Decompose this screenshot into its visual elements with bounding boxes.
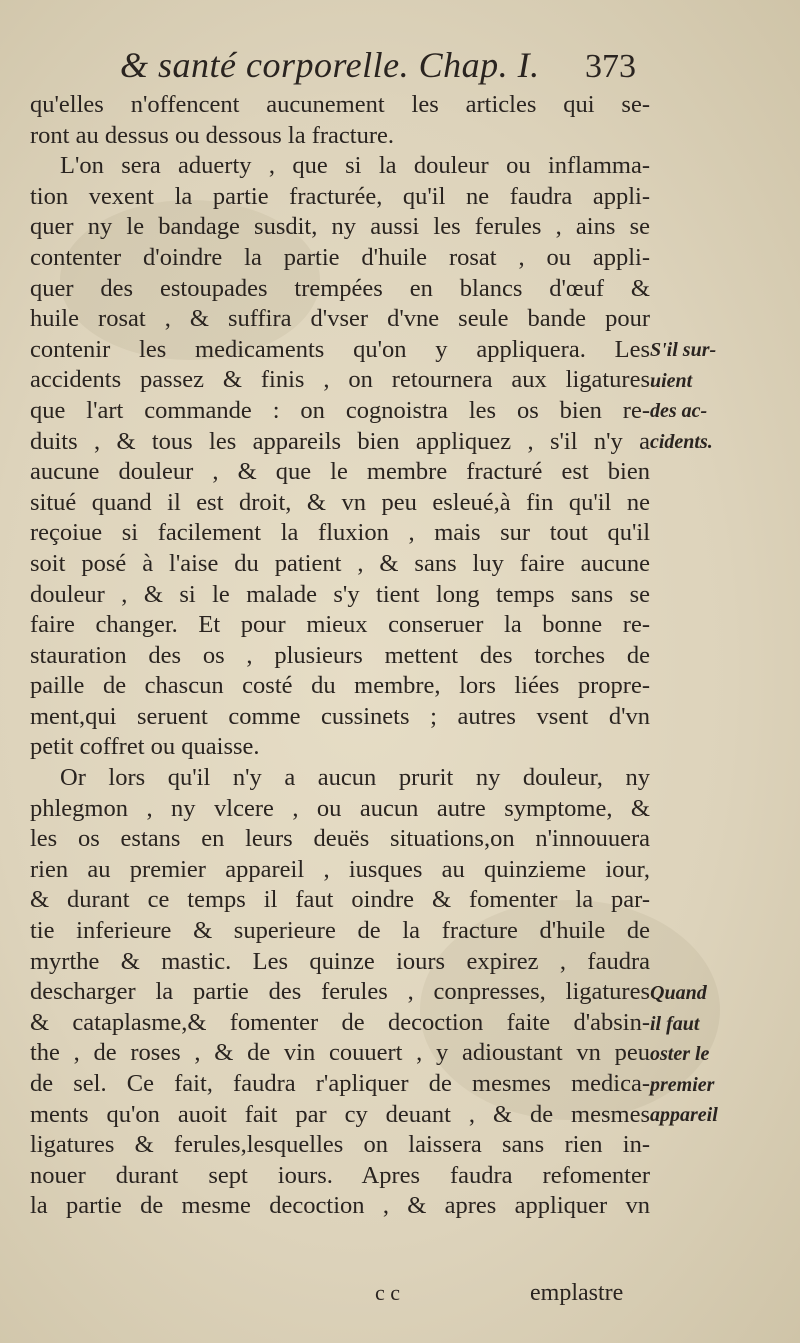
page-number: 373 — [585, 48, 636, 85]
page-header — [0, 44, 800, 94]
signature-mark: c c — [375, 1280, 401, 1305]
page-footer — [0, 1280, 800, 1320]
text-line: duits , & tous les appareils bien appliquez , s'il n'y a — [30, 427, 650, 455]
text-line: quer des estoupades trempées en blancs d'œuf & — [30, 274, 650, 302]
text-line: stauration des os , plusieurs mettent des torches de — [30, 641, 650, 669]
running-title: & santé corporelle. Chap. I. — [120, 45, 540, 85]
margin-note-line: cidents. — [650, 430, 713, 453]
text-line: huile rosat , & suffira d'vser d'vne seule bande pour — [30, 305, 650, 333]
text-line: contenter d'oindre la partie d'huile rosat , ou appli- — [30, 243, 650, 271]
margin-note-line: Quand — [650, 982, 707, 1004]
text-line: Or lors qu'il n'y a aucun prurit ny douleur, ny — [60, 764, 650, 792]
text-line: myrthe & mastic. Les quinze iours expirez , faudra — [30, 947, 650, 975]
text-line: reçoiue si facilement la fluxion , mais sur tout qu'il — [30, 519, 650, 547]
text-line: soit posé à l'aise du patient , & sans luy faire aucune — [30, 549, 650, 577]
text-line: douleur , & si le malade s'y tient long temps sans se — [30, 580, 650, 608]
body-text — [30, 90, 650, 1222]
margin-note-line: S'il sur- — [650, 339, 717, 361]
text-line: aucune douleur , & que le membre fracturé est bien — [30, 458, 650, 486]
text-line: les os estans en leurs deuës situations,on n'innouuera — [30, 825, 650, 853]
text-line: ments qu'on auoit fait par cy deuant , & de mesmes — [30, 1100, 650, 1128]
text-line: situé quand il est droit, & vn peu esleué,à fin qu'il ne — [30, 488, 650, 516]
margin-note-appareil — [650, 978, 780, 1131]
text-line: & durant ce temps il faut oindre & fomenter la par- — [30, 886, 650, 914]
text-line: ment,qui seruent comme cussinets ; autres vsent d'vn — [30, 702, 650, 730]
text-line: nouer durant sept iours. Apres faudra refomenter — [30, 1161, 650, 1189]
text-line: quer ny le bandage susdit, ny aussi les ferules , ains se — [30, 213, 650, 241]
text-line: tie inferieure & superieure de la fracture d'huile de — [30, 917, 650, 945]
text-line: tion vexent la partie fracturée, qu'il ne faudra appli- — [30, 182, 650, 210]
text-line: phlegmon , ny vlcere , ou aucun autre symptome, & — [30, 794, 650, 822]
margin-note-line: appareil — [650, 1104, 718, 1127]
text-line: qu'elles n'offencent aucunement les articles qui se- — [30, 91, 650, 118]
text-line: ligatures & ferules,lesquelles on laissera sans rien in- — [30, 1131, 650, 1159]
margin-note-accidents — [650, 335, 780, 457]
text-line: paille de chascun costé du membre, lors liées propre- — [30, 672, 650, 700]
text-line: contenir les medicaments qu'on y appliquera. Les — [30, 335, 650, 363]
text-line: faire changer. Et pour mieux conseruer la bonne re- — [30, 611, 650, 639]
margin-note-line: des ac- — [650, 400, 708, 423]
margin-note-line: uient — [650, 369, 693, 392]
text-line: the , de roses , & de vin couuert , y adioustant vn peu — [30, 1039, 650, 1067]
text-line: de sel. Ce fait, faudra r'apliquer de mesmes medica- — [30, 1070, 650, 1097]
margin-note-line: premier — [650, 1073, 715, 1096]
catchword: emplastre — [530, 1280, 624, 1306]
margin-note-line: oster le — [650, 1043, 710, 1066]
margin-note-line: il faut — [650, 1012, 700, 1035]
text-line: petit coffret ou quaisse. — [30, 733, 260, 761]
text-line: L'on sera aduerty , que si la douleur ou inflamma- — [60, 152, 650, 180]
text-line: & cataplasme,& fomenter de decoction faite d'absin- — [30, 1008, 650, 1036]
text-line: la partie de mesme decoction , & apres appliquer vn — [30, 1192, 650, 1220]
text-line: rien au premier appareil , iusques au quinzieme iour, — [30, 855, 650, 883]
text-line: accidents passez & finis , on retournera aux ligatures — [30, 366, 650, 394]
text-line: ront au dessus ou dessous la fracture. — [30, 121, 395, 149]
text-line: descharger la partie des ferules , conpresses, ligatures — [30, 978, 650, 1006]
text-line: que l'art commande : on cognoistra les os bien re- — [30, 396, 650, 424]
